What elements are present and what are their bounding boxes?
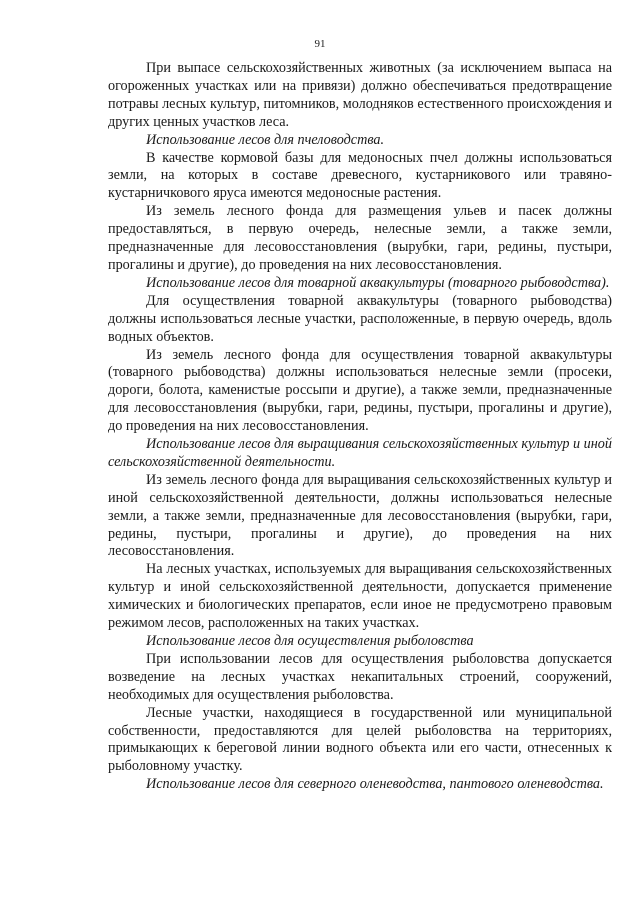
paragraph: Из земель лесного фонда для выращивания сельскохозяйственных культур и иной сельскохозяйственной деятельности, должны использоваться нелесные земли, а также земли, предназначенные для лесовосстановления (вырубки, гари, редины, пустыри, прогалины и другие), до проведения на них лесовосстановления.	[108, 471, 612, 560]
document-body	[108, 60, 612, 794]
paragraph: При использовании лесов для осуществления рыболовства допускается возведение на лесных участках некапитальных строений, сооружений, необходимых для осуществления рыболовства.	[108, 650, 612, 703]
section-heading: Использование лесов для товарной аквакультуры (товарного рыбоводства).	[146, 274, 610, 291]
paragraph: Для осуществления товарной аквакультуры (товарного рыбоводства) должны использоваться лесные участки, расположенные, в первую очередь, вдоль водных объектов.	[108, 292, 612, 345]
paragraph: Из земель лесного фонда для осуществления товарной аквакультуры (товарного рыбоводства) должны использоваться нелесные земли (просеки, дороги, болота, каменистые россыпи и другие), а также земли, предназначенные для лесовосстановления (вырубки, гари, редины, пустыри, прогалины и другие), до проведения на них лесовосстановления.	[108, 346, 612, 435]
section-heading: Использование лесов для осуществления рыболовства	[146, 633, 474, 649]
section-heading: Использование лесов для выращивания сельскохозяйственных культур и иной сельскохозяйственной деятельности.	[108, 436, 612, 470]
paragraph: При выпасе сельскохозяйственных животных (за исключением выпаса на огороженных участках или на привязи) должно обеспечиваться предотвращение потравы лесных культур, питомников, молодняков естественного происхождения и других ценных участков леса.	[108, 60, 612, 130]
section-heading: Использование лесов для пчеловодства.	[146, 131, 385, 148]
paragraph: В качестве кормовой базы для медоносных пчел должны использоваться земли, на которых в составе древесного, кустарникового или травяно-кустарничкового яруса имеются медоносные растения.	[108, 149, 612, 202]
section-heading: Использование лесов для северного оленеводства, пантового оленеводства.	[146, 776, 604, 793]
paragraph: Лесные участки, находящиеся в государственной или муниципальной собственности, предоставляются для целей рыболовства на территориях, примыкающих к береговой линии водного объекта или его части, отнесенных к рыболовному участку.	[108, 704, 612, 775]
page-number: 91	[314, 38, 326, 50]
paragraph: На лесных участках, используемых для выращивания сельскохозяйственных культур и иной сельскохозяйственной деятельности, допускается применение химических и биологических препаратов, если иное не предусмотрено правовым режимом лесов, расположенных на таких участках.	[108, 561, 612, 632]
paragraph: Из земель лесного фонда для размещения ульев и пасек должны предоставляться, в первую очередь, нелесные земли, а также земли, предназначенные для лесовосстановления (вырубки, гари, редины, пустыри, прогалины и другие), до проведения на них лесовосстановления.	[108, 203, 612, 273]
